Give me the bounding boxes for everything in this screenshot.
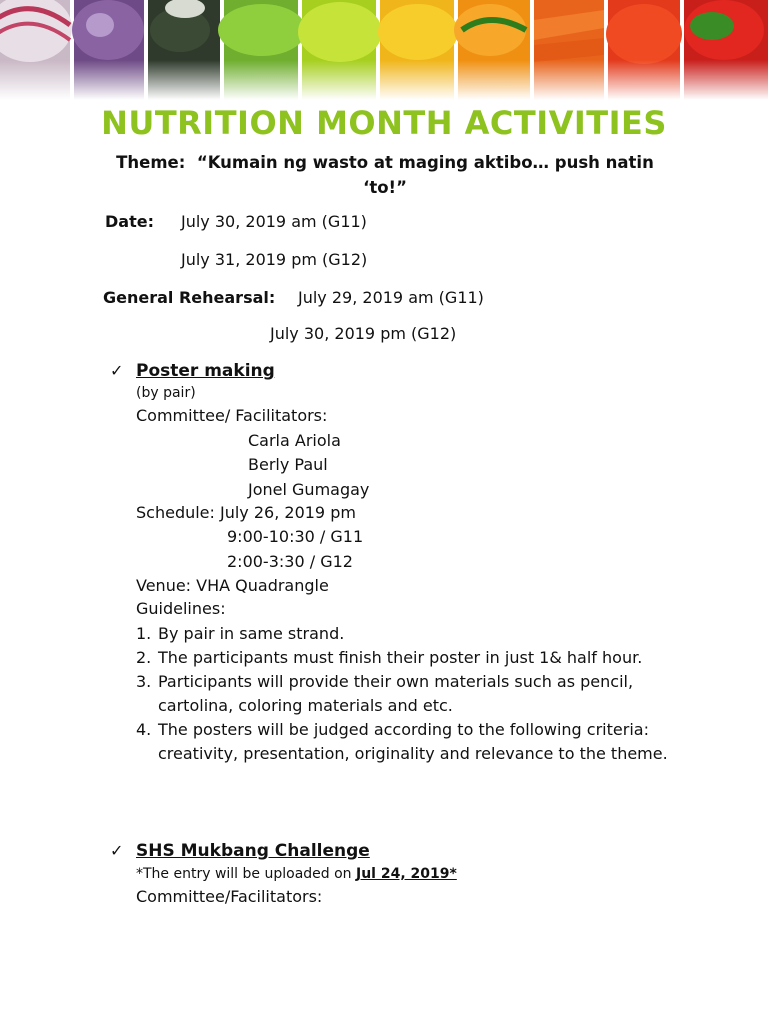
list-number: 4. — [136, 720, 152, 739]
rehearsal-label: General Rehearsal: — [103, 288, 276, 307]
facilitator-name: Carla Ariola — [248, 431, 341, 450]
list-number: 3. — [136, 672, 152, 691]
list-text: Participants will provide their own materials such as pencil, cartolina, coloring materials and etc. — [158, 672, 634, 715]
list-item — [136, 622, 681, 646]
list-text: The participants must finish their poster in just 1& half hour. — [158, 648, 643, 667]
poster-note: (by pair) — [136, 385, 196, 401]
list-item — [136, 670, 681, 718]
guidelines-list — [136, 622, 681, 766]
poster-time-g11: 9:00-10:30 / G11 — [227, 527, 364, 546]
vegetables-banner-image — [0, 0, 768, 100]
poster-time-g12: 2:00-3:30 / G12 — [227, 552, 353, 571]
mukbang-note-date: Jul 24, 2019* — [356, 866, 457, 882]
list-item — [136, 646, 681, 670]
guidelines-label: Guidelines: — [136, 599, 226, 618]
header-banner — [0, 0, 768, 100]
list-number: 1. — [136, 624, 152, 643]
list-number: 2. — [136, 648, 152, 667]
facilitator-name: Jonel Gumagay — [248, 480, 370, 499]
page-title: NUTRITION MONTH ACTIVITIES — [101, 104, 667, 142]
theme-line — [95, 150, 675, 200]
list-text: By pair in same strand. — [158, 624, 345, 643]
checkmark-icon: ✓ — [110, 841, 124, 860]
date-line-2: July 31, 2019 pm (G12) — [181, 250, 368, 269]
checkmark-icon: ✓ — [110, 361, 124, 380]
mukbang-note — [136, 866, 457, 882]
poster-making-title: Poster making — [136, 361, 275, 381]
facilitator-name: Berly Paul — [248, 455, 328, 474]
poster-schedule: Schedule: July 26, 2019 pm — [136, 503, 356, 522]
theme-text: “Kumain ng wasto at maging aktibo… push natin ‘to!” — [196, 153, 654, 197]
mukbang-note-prefix: *The entry will be uploaded on — [136, 866, 352, 882]
poster-venue: Venue: VHA Quadrangle — [136, 576, 329, 595]
poster-committee-label: Committee/ Facilitators: — [136, 406, 328, 425]
theme-label: Theme: — [116, 153, 186, 172]
mukbang-title: SHS Mukbang Challenge — [136, 841, 370, 861]
rehearsal-line-1: July 29, 2019 am (G11) — [298, 288, 484, 307]
rehearsal-line-2: July 30, 2019 pm (G12) — [270, 324, 457, 343]
date-label: Date: — [105, 212, 154, 231]
date-line-1: July 30, 2019 am (G11) — [181, 212, 367, 231]
list-text: The posters will be judged according to the following criteria: creativity, presentation, originality and relevance to the theme. — [158, 720, 668, 763]
list-item — [136, 718, 681, 766]
mukbang-committee-label: Committee/Facilitators: — [136, 887, 323, 906]
